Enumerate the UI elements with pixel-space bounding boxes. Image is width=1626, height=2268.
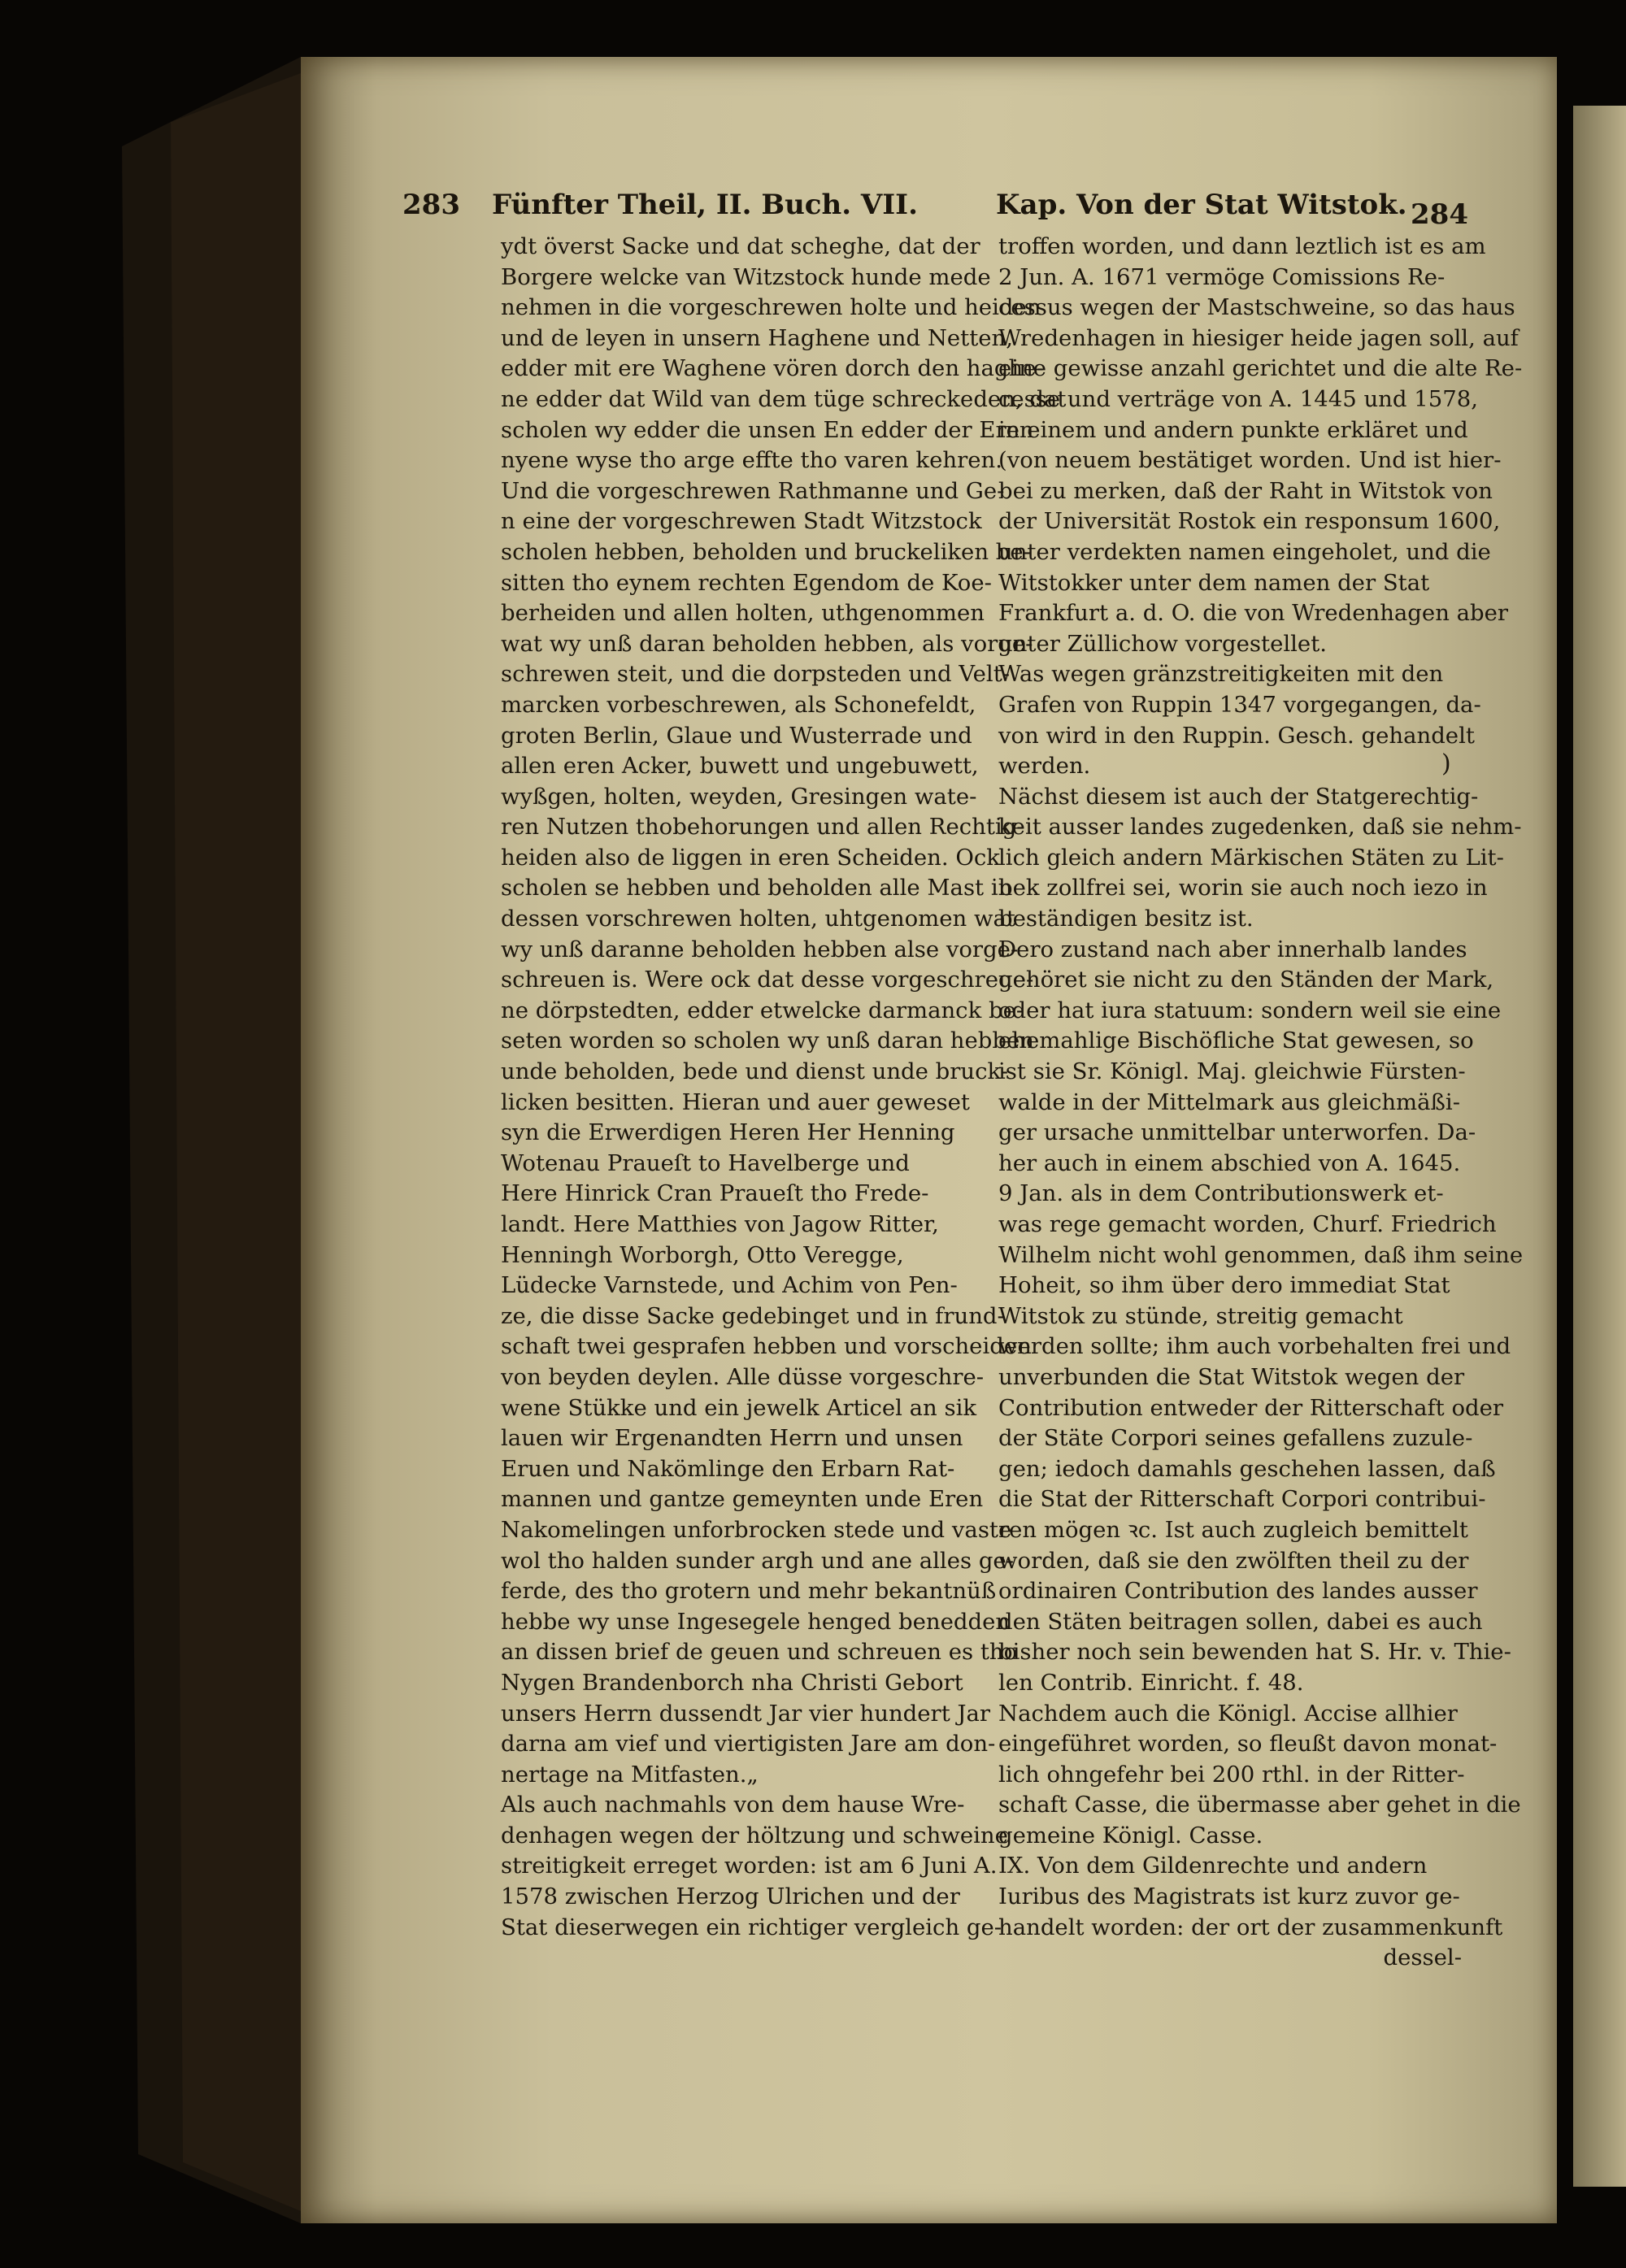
left-column-line: nyene wyse tho arge effte tho varen kehren. — [501, 447, 1002, 474]
right-column-line: cessus wegen der Mastschweine, so das haus — [998, 294, 1515, 321]
right-column-line: Witstok zu stünde, streitig gemacht — [998, 1302, 1403, 1329]
left-column-line: von beyden deylen. Alle düsse vorgeschre- — [501, 1363, 985, 1390]
left-column-line: Und die vorgeschrewen Rathmanne und Ge- — [501, 477, 1005, 504]
left-column-line: an dissen brief de geuen und schreuen es tho — [501, 1639, 1018, 1666]
left-column-line: Borgere welcke van Witzstock hunde mede — [501, 263, 991, 290]
right-text-column — [998, 232, 1524, 1974]
left-column-line: schrewen steit, und die dorpsteden und Velt- — [501, 661, 1011, 688]
left-column-line: unsers Herrn dussendt Jar vier hundert Jar — [501, 1700, 991, 1727]
left-column-line: ne edder dat Wild van dem tüge schreckeden, dat — [501, 385, 1067, 412]
right-column-line: der Universität Rostok ein responsum 1600, — [998, 508, 1501, 535]
left-column-line: berheiden und allen holten, uthgenommen — [501, 600, 985, 627]
right-column-line: oder hat iura statuum: sondern weil sie eine — [998, 997, 1502, 1023]
left-column-line: edder mit ere Waghene vören dorch den haghe- — [501, 355, 1044, 382]
right-column-line: worden, daß sie den zwölften theil zu der — [998, 1547, 1469, 1574]
right-column-line: Iuribus des Magistrats ist kurz zuvor ge- — [998, 1883, 1460, 1910]
right-column-line: von wird in den Ruppin. Gesch. gehandelt — [998, 722, 1475, 749]
left-column-line: wene Stükke und ein jewelk Articel an sik — [501, 1394, 977, 1421]
left-column-line: Henningh Worborgh, Otto Veregge, — [501, 1241, 904, 1268]
right-column-line: unverbunden die Stat Witstok wegen der — [998, 1363, 1465, 1390]
left-column-line: scholen hebben, beholden und bruckeliken be- — [501, 538, 1031, 565]
right-column-line: Frankfurt a. d. O. die von Wredenhagen aber — [998, 600, 1509, 627]
left-column-line: wy unß daranne beholden hebben alse vorge- — [501, 936, 1019, 962]
header-title-left: Fünfter Theil, II. Buch. VII. — [492, 189, 918, 221]
left-column-line: syn die Erwerdigen Heren Her Henning — [501, 1119, 955, 1146]
left-column-line: streitigkeit erreget worden: ist am 6 Juni A. — [501, 1853, 998, 1879]
right-column-line: handelt worden: der ort der zusammenkunft — [998, 1914, 1503, 1940]
right-column-line: walde in der Mittelmark aus gleichmäßi- — [998, 1088, 1460, 1115]
left-column-line: n eine der vorgeschrewen Stadt Witzstock — [501, 508, 982, 535]
left-column-line: wyßgen, holten, weyden, Gresingen wate- — [501, 783, 977, 810]
right-column-line: schaft Casse, die übermasse aber gehet in die — [998, 1792, 1521, 1818]
next-page-edge — [1573, 106, 1626, 2187]
right-column-line: Witstokker unter dem namen der Stat — [998, 569, 1430, 596]
right-column-line: Nachdem auch die Königl. Accise allhier — [998, 1700, 1458, 1727]
left-column-line: denhagen wegen der höltzung und schweine — [501, 1822, 1008, 1849]
left-column-line: schreuen is. Were ock dat desse vorgeschreue- — [501, 967, 1034, 993]
right-column-line: (von neuem bestätiget worden. Und ist hier- — [998, 447, 1502, 474]
right-column-line: lich ohngefehr bei 200 rthl. in der Ritter- — [998, 1761, 1465, 1788]
right-column-line: Was wegen gränzstreitigkeiten mit den — [998, 661, 1444, 688]
right-column-line: gemeine Königl. Casse. — [998, 1822, 1263, 1849]
right-column-line: her auch in einem abschied von A. 1645. — [998, 1149, 1461, 1176]
right-column-line: dessel- — [1383, 1944, 1462, 1971]
left-column-line: darna am vief und viertigisten Jare am don- — [501, 1731, 996, 1757]
right-column-line: gen; iedoch damahls geschehen lassen, daß — [998, 1455, 1496, 1482]
right-column-line: unter Züllichow vorgestellet. — [998, 630, 1328, 657]
right-column-line: cesse und verträge von A. 1445 und 1578, — [998, 385, 1478, 412]
right-column-line: werden. — [998, 753, 1091, 780]
right-column-line: unter verdekten namen eingeholet, und die — [998, 538, 1491, 565]
right-column-line: ordinairen Contribution des landes ausser — [998, 1578, 1478, 1605]
left-column-line: ydt överst Sacke und dat scheghe, dat der — [501, 233, 980, 259]
right-column-line: keit ausser landes zugedenken, daß sie nehm- — [998, 814, 1522, 841]
right-column-line: die Stat der Ritterschaft Corpori contribui- — [998, 1486, 1486, 1513]
left-column-line: marcken vorbeschrewen, als Schonefeldt, — [501, 691, 976, 718]
left-column-line: Als auch nachmahls von dem hause Wre- — [501, 1792, 965, 1818]
left-column-line: licken besitten. Hieran und auer geweset — [501, 1088, 970, 1115]
right-column-line: bek zollfrei sei, worin sie auch noch iezo in — [998, 875, 1488, 902]
right-column-line: ger ursache unmittelbar unterworfen. Da- — [998, 1119, 1476, 1146]
right-column-line: ren mögen ꝛc. Ist auch zugleich bemittelt — [998, 1516, 1468, 1543]
right-column-line: den Stäten beitragen sollen, dabei es auch — [998, 1608, 1483, 1635]
left-column-line: Nakomelingen unforbrocken stede und vaste — [501, 1516, 1012, 1543]
left-column-line: schaft twei gesprafen hebben und vorscheiden — [501, 1333, 1032, 1360]
right-column-line: eingeführet worden, so fleußt davon monat- — [998, 1731, 1498, 1757]
right-column-line: beständigen besitz ist. — [998, 906, 1254, 932]
left-column-line: scholen se hebben und beholden alle Mast in — [501, 875, 1013, 902]
left-column-line: dessen vorschrewen holten, uhtgenomen wat — [501, 906, 1015, 932]
left-column-line: Wotenau Praueſt to Havelberge und — [501, 1149, 910, 1176]
right-column-line: gehöret sie nicht zu den Ständen der Mark, — [998, 967, 1494, 993]
right-column-line: len Contrib. Einricht. f. 48. — [998, 1669, 1304, 1696]
right-column-line: eine gewisse anzahl gerichtet und die alte Re- — [998, 355, 1523, 382]
right-column-line: 2 Jun. A. 1671 vermöge Comissions Re- — [998, 263, 1446, 290]
right-column-line: Hoheit, so ihm über dero immediat Stat — [998, 1272, 1450, 1299]
right-column-line: bei zu merken, daß der Raht in Witstok von — [998, 477, 1493, 504]
left-column-line: scholen wy edder die unsen En edder der Eren — [501, 416, 1034, 443]
left-column-line: Here Hinrick Cran Praueſt tho Frede- — [501, 1180, 929, 1207]
header-title-right: Kap. Von der Stat Witstok. — [996, 189, 1407, 221]
right-column-line: werden sollte; ihm auch vorbehalten frei und — [998, 1333, 1511, 1360]
right-column-line: ehemahlige Bischöfliche Stat gewesen, so — [998, 1028, 1474, 1054]
right-column-line: lich gleich andern Märkischen Stäten zu Lit- — [998, 844, 1504, 871]
left-column-line: sitten tho eynem rechten Egendom de Koe- — [501, 569, 992, 596]
page-edge-shade — [171, 73, 301, 2211]
right-column-line: ist sie Sr. Königl. Maj. gleichwie Fürsten- — [998, 1058, 1466, 1085]
page-number-left: 283 — [402, 189, 460, 221]
left-column-line: seten worden so scholen wy unß daran hebben — [501, 1028, 1034, 1054]
left-column-line: nehmen in die vorgeschrewen holte und heiden — [501, 294, 1041, 321]
left-column-line: groten Berlin, Glaue und Wusterrade und — [501, 722, 972, 749]
left-column-line: lauen wir Ergenandten Herrn und unsen — [501, 1425, 963, 1452]
left-column-line: landt. Here Matthies von Jagow Ritter, — [501, 1211, 939, 1237]
left-column-line: wol tho halden sunder argh und ane alles ge- — [501, 1547, 1014, 1574]
right-column-line: bisher noch sein bewenden hat S. Hr. v. Thie- — [998, 1639, 1511, 1666]
running-header — [402, 189, 1467, 231]
left-column-line: wat wy unß daran beholden hebben, als vorge- — [501, 630, 1033, 657]
page-number-right: 284 — [1411, 198, 1468, 231]
left-column-line: hebbe wy unse Ingesegele henged benedden — [501, 1608, 1011, 1635]
right-column-line: Contribution entweder der Ritterschaft oder — [998, 1394, 1504, 1421]
left-column-line: ne dörpstedten, edder etwelcke darmanck be- — [501, 997, 1024, 1023]
left-column-line: Eruen und Nakömlinge den Erbarn Rat- — [501, 1455, 955, 1482]
right-column-line: in einem und andern punkte erkläret und — [998, 416, 1468, 443]
left-column-line: nertage na Mitfasten.„ — [501, 1761, 759, 1788]
right-column-line: der Stäte Corpori seines gefallens zuzule- — [998, 1425, 1473, 1452]
left-column-line: heiden also de liggen in eren Scheiden. Ock — [501, 844, 1000, 871]
right-column-line: Wredenhagen in hiesiger heide jagen soll, auf — [998, 324, 1519, 351]
left-column-line: Nygen Brandenborch nha Christi Gebort — [501, 1669, 963, 1696]
left-column-line: unde beholden, bede und dienst unde bruck- — [501, 1058, 1008, 1085]
left-column-line: 1578 zwischen Herzog Ulrichen und der — [501, 1883, 960, 1910]
left-column-line: Stat dieserwegen ein richtiger vergleich ge- — [501, 1914, 1002, 1940]
right-column-line: Grafen von Ruppin 1347 vorgegangen, da- — [998, 691, 1481, 718]
left-column-line: mannen und gantze gemeynten unde Eren — [501, 1486, 984, 1513]
left-column-line: ferde, des tho grotern und mehr bekantnüß — [501, 1578, 997, 1605]
right-column-line: Dero zustand nach aber innerhalb landes — [998, 936, 1467, 962]
left-column-line: Lüdecke Varnstede, und Achim von Pen- — [501, 1272, 958, 1299]
right-column-line: Nächst diesem ist auch der Statgerechtig- — [998, 783, 1479, 810]
left-column-line: allen eren Acker, buwett und ungebuwett, — [501, 753, 979, 780]
marginal-bracket: ) — [1441, 749, 1451, 778]
left-column-line: ren Nutzen thobehorungen und allen Rechtig- — [501, 814, 1024, 841]
left-column-line: und de leyen in unsern Haghene und Netten, — [501, 324, 1014, 351]
right-column-line: IX. Von dem Gildenrechte und andern — [998, 1853, 1428, 1879]
left-column-line: ze, die disse Sacke gedebinget und in frund- — [501, 1302, 1005, 1329]
right-column-line: troffen worden, und dann leztlich ist es am — [998, 233, 1486, 259]
right-column-line: Wilhelm nicht wohl genommen, daß ihm seine — [998, 1241, 1524, 1268]
right-column-line: was rege gemacht worden, Churf. Friedrich — [998, 1211, 1497, 1237]
right-column-line: 9 Jan. als in dem Contributionswerk et- — [998, 1180, 1444, 1207]
